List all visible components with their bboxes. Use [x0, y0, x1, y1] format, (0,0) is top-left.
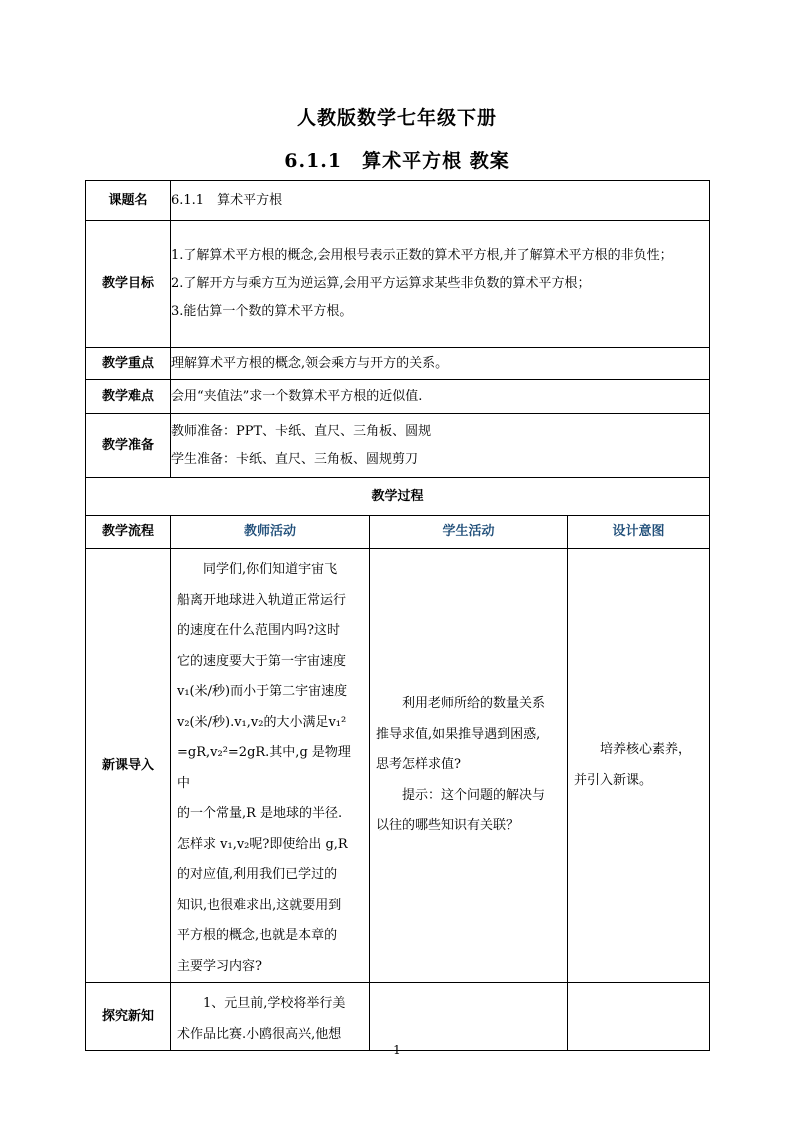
text-line: 推导求值,如果推导遇到困惑, — [376, 726, 541, 742]
objectives-label: 教学目标 — [86, 221, 171, 348]
text-line: 主要学习内容? — [177, 958, 262, 974]
process-title-row — [86, 478, 710, 516]
text-line: 培养核心素养， — [574, 742, 692, 757]
text-line: 的对应值,利用我们已学过的 — [177, 867, 338, 882]
text-line: 的一个常量,R 是地球的半径. — [177, 806, 343, 821]
header-design-intent: 设计意图 — [568, 516, 710, 549]
text-line: 的速度在什么范围内吗?这时 — [177, 623, 340, 638]
page-number: 1 — [393, 1043, 401, 1057]
text-line: 思考怎样求值? — [376, 757, 461, 773]
key-points-label: 教学重点 — [86, 348, 171, 380]
teacher-preparation: 教师准备：PPT、卡纸、直尺、三角板、圆规 — [171, 423, 432, 439]
objectives-list — [171, 221, 710, 348]
lesson-title: 6.1.1 算术平方根 教案 — [284, 150, 510, 172]
intro-student-activity — [370, 549, 568, 983]
header-flow: 教学流程 — [86, 516, 171, 549]
explore-student-activity — [370, 983, 568, 1051]
text-line: 1、元旦前,学校将举行美 — [177, 996, 346, 1011]
intro-row — [86, 549, 710, 983]
key-points-row — [86, 348, 710, 380]
text-line: 怎样求 v₁,v₂呢?即使给出 g,R — [177, 836, 348, 852]
process-title: 教学过程 — [86, 478, 710, 516]
explore-row — [86, 983, 710, 1051]
preparation-row — [86, 414, 710, 478]
text-line: 利用老师所给的数量关系 — [376, 696, 546, 712]
explore-label: 探究新知 — [86, 983, 171, 1051]
text-line: 术作品比赛.小鸥很高兴,他想 — [177, 1026, 342, 1042]
explore-teacher-activity — [171, 983, 370, 1051]
topic-label: 课题名 — [86, 181, 171, 221]
process-header-row — [86, 516, 710, 549]
topic-row — [86, 181, 710, 221]
difficulties-label: 教学难点 — [86, 380, 171, 414]
text-line: v₁(米/秒)而小于第二宇宙速度 — [177, 684, 348, 699]
text-line: 同学们,你们知道宇宙飞 — [177, 562, 338, 577]
text-line: 船离开地球进入轨道正常运行 — [177, 592, 347, 608]
explore-design-intent — [568, 983, 710, 1051]
preparation-label: 教学准备 — [86, 414, 171, 478]
difficulties-row — [86, 380, 710, 414]
text-line: 知识,也很难求出,这就要用到 — [177, 897, 342, 913]
objectives-row — [86, 221, 710, 348]
lesson-plan-table — [85, 180, 710, 1051]
header-student-activity: 学生活动 — [370, 516, 568, 549]
text-line: 平方根的概念,也就是本章的 — [177, 928, 338, 943]
objective-item: 2.了解开方与乘方互为逆运算,会用平方运算求某些非负数的算术平方根； — [171, 276, 591, 291]
intro-teacher-activity — [171, 549, 370, 983]
preparation-value — [171, 414, 710, 478]
text-line: 并引入新课。 — [574, 772, 653, 788]
intro-label: 新课导入 — [86, 549, 171, 983]
text-line: 它的速度要大于第一宇宙速度 — [177, 653, 347, 669]
header-teacher-activity: 教师活动 — [171, 516, 370, 549]
document-title: 人教版数学七年级下册 — [296, 107, 497, 129]
student-preparation: 学生准备：卡纸、直尺、三角板、圆规剪刀 — [171, 451, 419, 467]
difficulties-value: 会用“夹值法”求一个数算术平方根的近似值. — [171, 380, 710, 414]
intro-design-intent — [568, 549, 710, 983]
objective-item: 1.了解算术平方根的概念,会用根号表示正数的算术平方根,并了解算术平方根的非负性； — [171, 248, 673, 263]
key-points-value: 理解算术平方根的概念,领会乘方与开方的关系。 — [171, 348, 710, 380]
text-line: =gR,v₂²=2gR.其中,g 是物理中 — [177, 745, 351, 791]
topic-value: 6.1.1 算术平方根 — [171, 181, 710, 221]
objective-item: 3.能估算一个数的算术平方根。 — [171, 304, 353, 319]
text-line: 以往的哪些知识有关联？ — [376, 818, 520, 834]
text-line: v₂(米/秒).v₁,v₂的大小满足v₁² — [177, 714, 347, 730]
text-line: 提示：这个问题的解决与 — [376, 787, 546, 803]
